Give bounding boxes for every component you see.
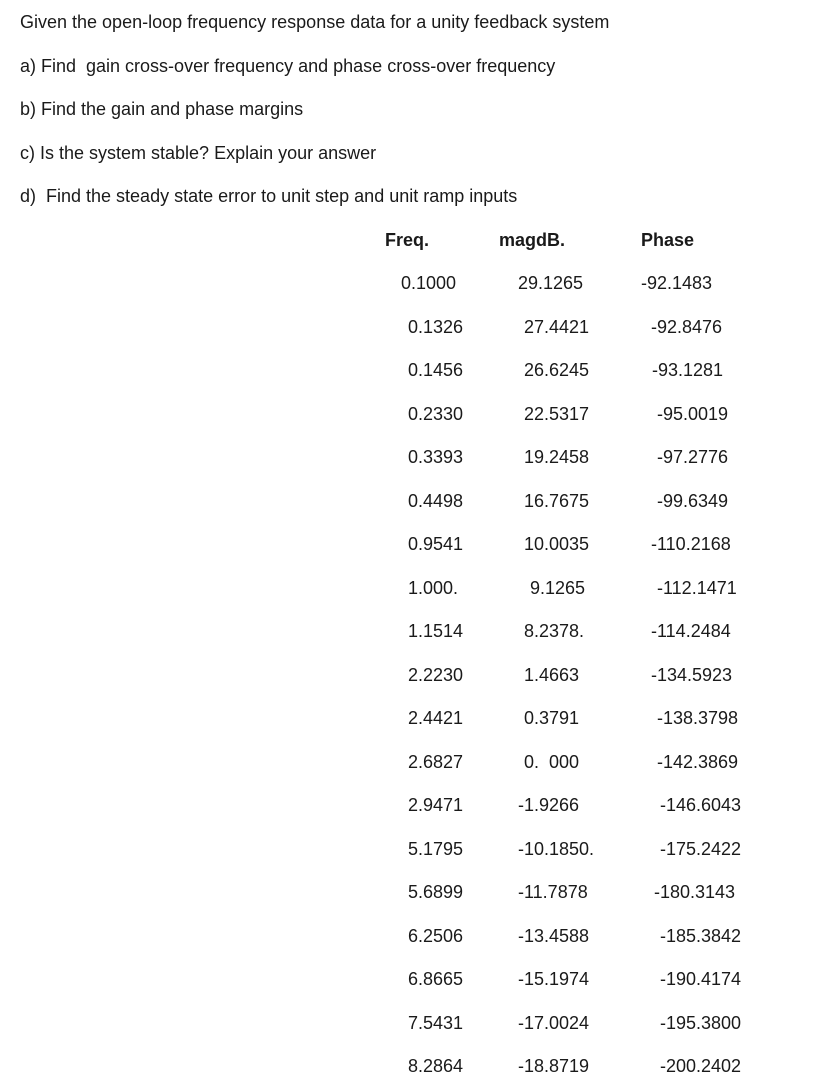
cell-phase: -134.5923 (651, 665, 733, 685)
cell-freq: 1.1514 (408, 621, 464, 641)
cell-freq: 0.1456 (408, 360, 464, 380)
cell-phase: -110.2168 (651, 534, 731, 554)
cell-phase: -93.1281 (652, 360, 724, 380)
cell-magdb: 26.6245 (524, 360, 590, 380)
cell-phase: -112.1471 (657, 578, 737, 598)
cell-freq: 2.2230 (408, 665, 464, 685)
cell-magdb: 0.3791 (524, 708, 580, 728)
cell-phase: -175.2422 (660, 839, 742, 859)
cell-phase: -92.8476 (651, 317, 723, 337)
cell-magdb: 1.4663 (524, 665, 580, 685)
cell-magdb: -1.9266 (518, 795, 580, 815)
cell-phase: -114.2484 (651, 621, 731, 641)
cell-freq: 0.4498 (408, 491, 464, 511)
cell-freq: 5.6899 (408, 882, 464, 902)
cell-freq: 2.4421 (408, 708, 464, 728)
cell-freq: 0.9541 (408, 534, 464, 554)
cell-freq: 0.2330 (408, 404, 464, 424)
cell-phase: -97.2776 (657, 447, 729, 467)
cell-magdb: -18.8719 (518, 1056, 590, 1076)
cell-magdb: 29.1265 (518, 273, 584, 293)
cell-freq: 2.9471 (408, 795, 464, 815)
cell-phase: -146.6043 (660, 795, 742, 815)
question-d: d) Find the steady state error to unit step and unit ramp inputs (20, 186, 518, 206)
cell-phase: -200.2402 (660, 1056, 742, 1076)
cell-phase: -142.3869 (657, 752, 739, 772)
cell-phase: -99.6349 (657, 491, 729, 511)
cell-magdb: 27.4421 (524, 317, 590, 337)
cell-magdb: -15.1974 (518, 969, 590, 989)
cell-freq: 0.3393 (408, 447, 464, 467)
question-b: b) Find the gain and phase margins (20, 99, 304, 119)
header-magdb: magdB. (499, 230, 566, 250)
cell-magdb: 22.5317 (524, 404, 590, 424)
cell-phase: -180.3143 (654, 882, 736, 902)
header-phase: Phase (641, 230, 695, 250)
cell-magdb: 16.7675 (524, 491, 590, 511)
cell-freq: 0.1326 (408, 317, 464, 337)
cell-freq: 6.8665 (408, 969, 464, 989)
problem-intro: Given the open-loop frequency response data for a unity feedback system (20, 12, 610, 32)
cell-freq: 2.6827 (408, 752, 464, 772)
question-c: c) Is the system stable? Explain your answer (20, 143, 377, 163)
cell-phase: -138.3798 (657, 708, 739, 728)
cell-freq: 7.5431 (408, 1013, 464, 1033)
cell-phase: -95.0019 (657, 404, 729, 424)
cell-freq: 1.000. (408, 578, 459, 598)
cell-magdb: -13.4588 (518, 926, 590, 946)
cell-freq: 5.1795 (408, 839, 464, 859)
cell-magdb: 19.2458 (524, 447, 590, 467)
cell-magdb: -17.0024 (518, 1013, 590, 1033)
cell-freq: 0.1000 (401, 273, 457, 293)
cell-freq: 6.2506 (408, 926, 464, 946)
cell-magdb: 0. 000 (524, 752, 580, 772)
cell-magdb: -11.7878 (518, 882, 588, 902)
cell-phase: -92.1483 (641, 273, 713, 293)
cell-magdb: 9.1265 (530, 578, 586, 598)
cell-magdb: 8.2378. (524, 621, 585, 641)
cell-magdb: -10.1850. (518, 839, 595, 859)
cell-freq: 8.2864 (408, 1056, 464, 1076)
header-freq: Freq. (385, 230, 430, 250)
cell-phase: -190.4174 (660, 969, 742, 989)
cell-phase: -195.3800 (660, 1013, 742, 1033)
cell-phase: -185.3842 (660, 926, 742, 946)
question-a: a) Find gain cross-over frequency and phase cross-over frequency (20, 56, 556, 76)
cell-magdb: 10.0035 (524, 534, 590, 554)
